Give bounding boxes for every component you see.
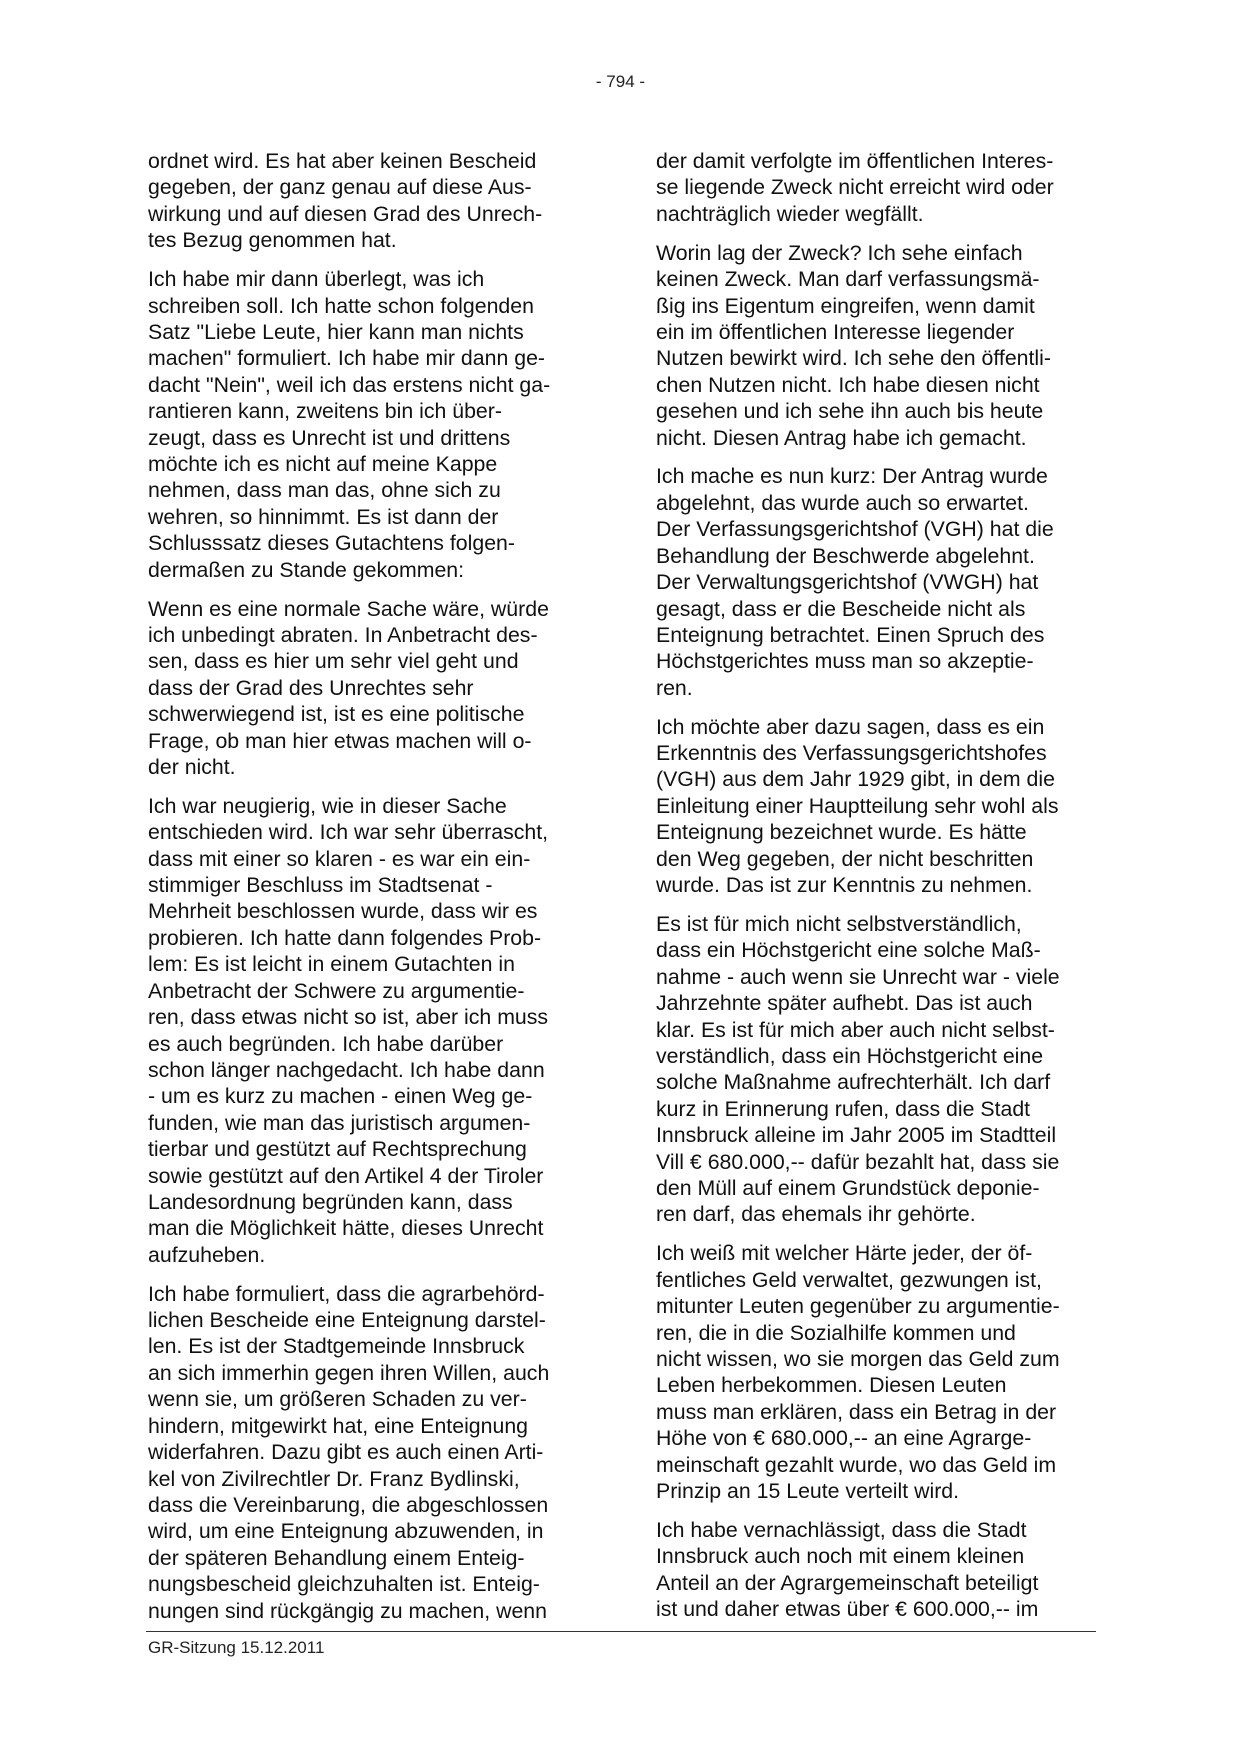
footer-session-date: GR-Sitzung 15.12.2011 (148, 1638, 325, 1657)
paragraph: Ich habe formuliert, dass die agrarbehörd- lichen Bescheide eine Enteignung darstel- len. Es ist der Stadtgemeinde Innsbruck an sich immerhin gegen ihren Willen, auch wenn sie, um größeren Schaden zu ver- hindern, mitgewirkt hat, eine Enteignung widerfahren. Dazu gibt es auch einen Arti- kel von Zivilrechtler Dr. Franz Bydlinski, dass die Vereinbarung, die abgeschlossen wird, um eine Enteignung abzuwenden, in der späteren Behandlung einem Enteig- nungsbescheid gleichzuhalten ist. Enteig- nungen sind rückgängig zu machen, wenn (148, 1281, 550, 1623)
page-number: - 794 - (595, 72, 646, 91)
paragraph: Ich weiß mit welcher Härte jeder, der öf- fentliches Geld verwaltet, gezwungen ist, mitunter Leuten gegenüber zu argumentie- ren, die in die Sozialhilfe kommen und nicht wissen, wo sie morgen das Geld zum Leben herbekommen. Diesen Leuten muss man erklären, dass ein Betrag in der Höhe von € 680.000,-- an eine Agrarge- meinschaft gezahlt wurde, wo das Geld im Prinzip an 15 Leute verteilt wird. (656, 1241, 1060, 1503)
paragraph: Ich möchte aber dazu sagen, dass es ein Erkenntnis des Verfassungsgerichtshofes (VGH) aus dem Jahr 1929 gibt, in dem die Einleitung einer Hauptteilung sehr wohl als Enteignung bezeichnet wurde. Es hätte den Weg gegeben, der nicht beschritten wurde. Das ist zur Kenntnis zu nehmen. (656, 714, 1059, 898)
footer-divider (146, 1631, 1096, 1632)
paragraph: Es ist für mich nicht selbstverständlich, dass ein Höchstgericht eine solche Maß- nahme - auch wenn sie Unrecht war - viele Jahrzehnte später aufhebt. Das ist auch klar. Es ist für mich aber auch nicht selbst- verständlich, dass ein Höchstgericht eine solche Maßnahme aufrechterhält. Ich darf kurz in Erinnerung rufen, dass die Stadt Innsbruck alleine im Jahr 2005 im Stadtteil Vill € 680.000,-- dafür bezahlt hat, dass sie den Müll auf einem Grundstück deponie- ren darf, das ehemals ihr gehörte. (656, 911, 1060, 1227)
paragraph: Ich war neugierig, wie in dieser Sache entschieden wird. Ich war sehr überrascht, dass mit einer so klaren - es war ein ein- stimmiger Beschluss im Stadtsenat - Mehrheit beschlossen wurde, dass wir es probieren. Ich hatte dann folgendes Prob- lem: Es ist leicht in einem Gutachten in Anbetracht der Schwere zu argumentie- ren, dass etwas nicht so ist, aber ich muss es auch begründen. Ich habe darüber schon länger nachgedacht. Ich habe dann - um es kurz zu machen - einen Weg ge- funden, wie man das juristisch argumen- tierbar und gestützt auf Rechtsprechung sowie gestützt auf den Artikel 4 der Tiroler Landesordnung begründen kann, dass man die Möglichkeit hätte, dieses Unrecht aufzuheben. (148, 793, 549, 1267)
paragraph: Wenn es eine normale Sache wäre, würde ich unbedingt abraten. In Anbetracht des- sen, dass es hier um sehr viel geht und dass der Grad des Unrechtes sehr schwerwiegend ist, ist es eine politische Frage, ob man hier etwas machen will o- der nicht. (148, 596, 549, 779)
right-column (656, 148, 1098, 1635)
paragraph: Ich habe mir dann überlegt, was ich schreiben soll. Ich hatte schon folgenden Satz "Liebe Leute, hier kann man nichts machen" formuliert. Ich habe mir dann ge- dacht "Nein", weil ich das erstens nicht ga- rantieren kann, zweitens bin ich über- zeugt, dass es Unrecht ist und drittens möchte ich es nicht auf meine Kappe nehmen, dass man das, ohne sich zu wehren, so hinnimmt. Es ist dann der Schlusssatz dieses Gutachtens folgen- dermaßen zu Stande gekommen: (148, 267, 551, 582)
paragraph: Ich mache es nun kurz: Der Antrag wurde abgelehnt, das wurde auch so erwartet. Der Verfassungsgerichtshof (VGH) hat die Behandlung der Beschwerde abgelehnt. Der Verwaltungsgerichtshof (VWGH) hat gesagt, dass er die Bescheide nicht als Enteignung betrachtet. Einen Spruch des Höchstgerichtes muss man so akzeptie- ren. (656, 464, 1054, 700)
paragraph: Worin lag der Zweck? Ich sehe einfach keinen Zweck. Man darf verfassungsmä- ßig ins Eigentum eingreifen, wenn damit ein im öffentlichen Interesse liegender Nutzen bewirkt wird. Ich sehe den öffentli- chen Nutzen nicht. Ich habe diesen nicht gesehen und ich sehe ihn auch bis heute nicht. Diesen Antrag habe ich gemacht. (656, 240, 1051, 450)
paragraph: Ich habe vernachlässigt, dass die Stadt Innsbruck auch noch mit einem kleinen Anteil an der Agrargemeinschaft beteiligt ist und daher etwas über € 600.000,-- im (656, 1517, 1039, 1622)
paragraph: ordnet wird. Es hat aber keinen Bescheid gegeben, der ganz genau auf diese Aus- wirkung und auf diesen Grad des Unrech- tes Bezug genommen hat. (148, 149, 543, 253)
paragraph: der damit verfolgte im öffentlichen Interes- se liegende Zweck nicht erreicht wird oder nachträglich wieder wegfällt. (656, 149, 1054, 226)
left-column (148, 148, 590, 1636)
